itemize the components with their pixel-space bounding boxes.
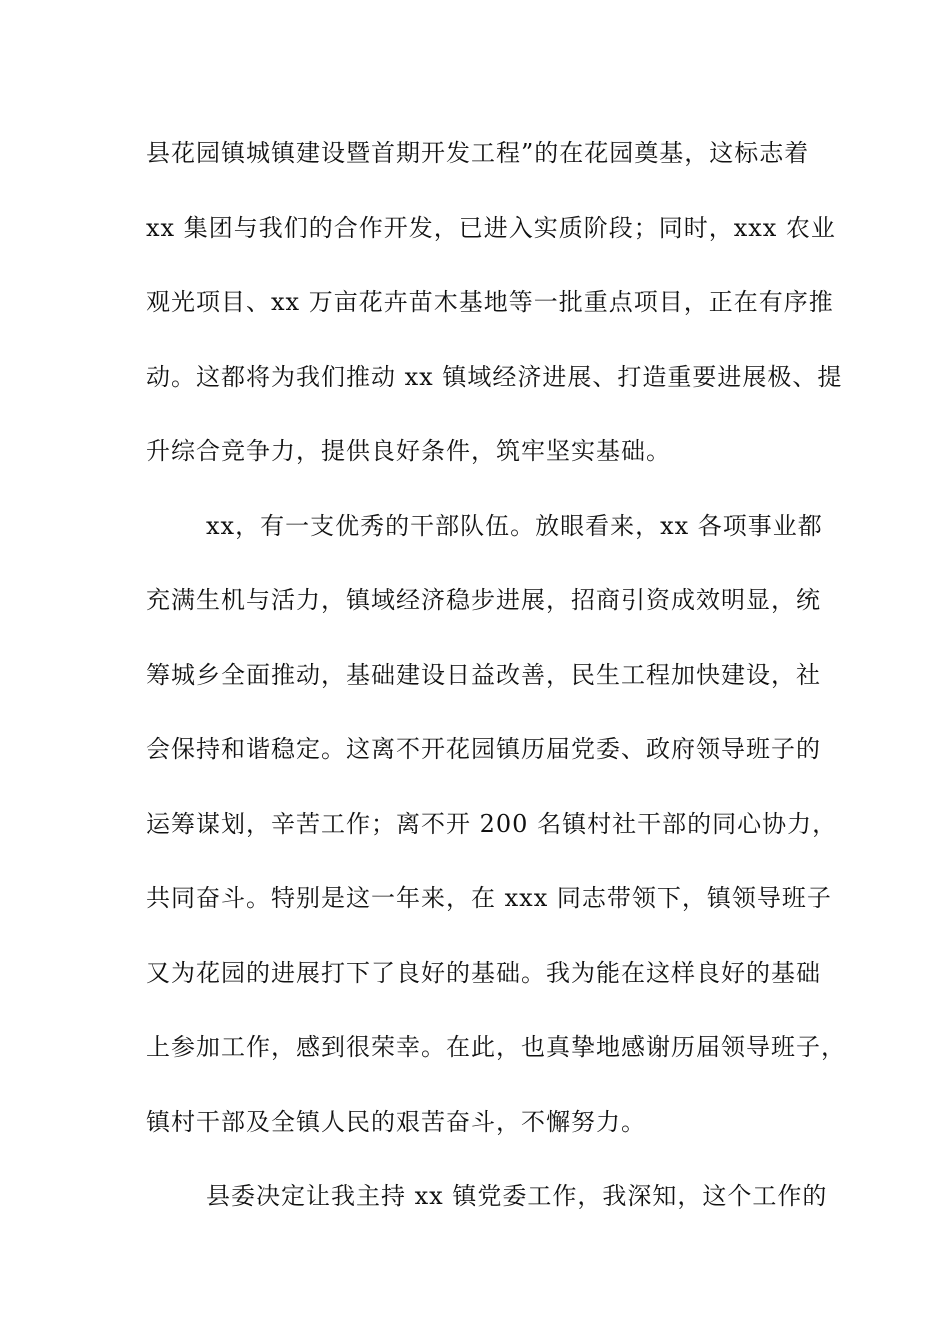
text-line: 动。这都将为我们推动 xx 镇域经济进展、打造重要进展极、提: [146, 362, 843, 391]
text-line: 县花园镇城镇建设暨首期开发工程”的在花园奠基，这标志着: [146, 139, 810, 167]
text-line: 升综合竞争力，提供良好条件，筑牢坚实基础。: [146, 437, 671, 465]
text-line: 观光项目、xx 万亩花卉苗木基地等一批重点项目，正在有序推: [146, 288, 834, 316]
text-line: 筹城乡全面推动，基础建设日益改善，民生工程加快建设，社: [146, 660, 821, 689]
document-body: [146, 128, 846, 1246]
text-line: 镇村干部及全镇人民的艰苦奋斗，不懈努力。: [146, 1107, 646, 1136]
text-line: 会保持和谐稳定。这离不开花园镇历届党委、政府领导班子的: [146, 735, 821, 763]
text-line: xx 集团与我们的合作开发，已进入实质阶段；同时，xxx 农业: [146, 213, 836, 242]
text-line: 上参加工作，感到很荣幸。在此，也真挚地感谢历届领导班子，: [146, 1033, 846, 1061]
text-line: 充满生机与活力，镇域经济稳步进展，招商引资成效明显，统: [146, 586, 821, 614]
paragraph-start-line: 县委决定让我主持 xx 镇党委工作，我深知，这个工作的: [206, 1182, 828, 1210]
text-line: 共同奋斗。特别是这一年来，在 xxx 同志带领下，镇领导班子: [146, 884, 832, 912]
text-line: 又为花园的进展打下了良好的基础。我为能在这样良好的基础: [146, 958, 821, 987]
paragraph-start-line: xx，有一支优秀的干部队伍。放眼看来，xx 各项事业都: [206, 511, 823, 540]
text-line: 运筹谋划，辛苦工作；离不开 200 名镇村社干部的同心协力，: [146, 809, 838, 838]
